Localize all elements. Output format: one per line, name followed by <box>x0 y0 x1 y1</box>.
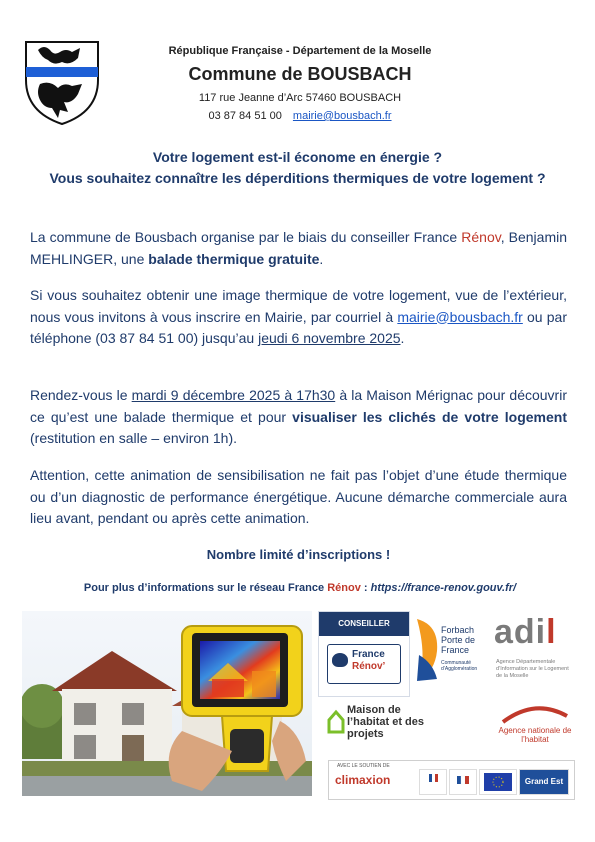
maison-text: Maison de l’habitat et des projets <box>347 704 425 740</box>
p1-renov: Rénov <box>461 229 501 245</box>
maison-habitat-projets-logo <box>325 700 440 745</box>
adil-subtitle: Agence Départementale d’Information sur le Logement de la Moselle <box>496 659 569 679</box>
headline <box>40 147 555 189</box>
eu-flag-logo <box>479 769 517 795</box>
p2-text-c: . <box>400 330 405 346</box>
forbach-porte-de-france-logo <box>413 611 488 695</box>
headline-line-2: Vous souhaitez connaître les déperditions thermiques de votre logement ? <box>49 170 546 186</box>
info-text-b: : <box>360 582 371 594</box>
commune-address: 117 rue Jeanne d’Arc 57460 BOUSBACH <box>198 92 402 104</box>
p3-text-c: (restitution en salle – environ 1h). <box>30 430 237 446</box>
p1-text-b: , Benjamin MEHLINGER, une <box>30 229 567 267</box>
logo-france-text: France <box>352 649 385 660</box>
logo-renov-text: Rénov’ <box>352 661 386 672</box>
contact-line <box>150 110 450 122</box>
p2-text-a: Si vous souhaitez obtenir une image thermique de votre logement, vue de l’extérieur, nous vous invitons à vous inscrire en Mairie, par courriel à <box>30 287 567 325</box>
republic-department-line: République Française - Département de la Moselle <box>168 45 432 57</box>
house-icon <box>327 708 345 734</box>
climaxion-logo: climaxion <box>335 773 391 787</box>
commune-phone: 03 87 84 51 00 <box>208 110 282 122</box>
forbach-subtitle: Communauté d’Agglomération <box>441 660 478 672</box>
p1-text-a: La commune de Bousbach organise par le biais du conseiller France <box>30 229 462 245</box>
paragraph-disclaimer: Attention, cette animation de sensibilisation ne fait pas l’objet d’une étude thermique ou d’un diagnostic de performance énergétique. Aucune démarche commerciale aura lieu avant, pendant ou après cette animation. <box>30 467 567 526</box>
grand-est-logo: Grand Est <box>519 769 569 795</box>
adil-logo <box>494 611 574 695</box>
p1-bold: balade thermique gratuite <box>148 250 320 267</box>
info-url[interactable]: https://france-renov.gouv.fr/ <box>370 582 517 594</box>
forbach-title: Forbach Porte de France <box>441 625 476 655</box>
paragraph-registration <box>30 285 567 350</box>
republique-francaise-logo <box>449 769 477 795</box>
commune-title: Commune de BOUSBACH <box>188 64 412 84</box>
paragraph-organisation <box>30 227 567 270</box>
p2-deadline: jeudi 6 novembre 2025 <box>258 330 401 346</box>
p3-bold: visualiser les clichés de votre logement <box>292 408 567 425</box>
partners-strip <box>328 760 575 800</box>
anah-text: Agence nationale de l’habitat <box>498 726 572 744</box>
forbach-shape-icon <box>413 615 443 685</box>
p3-date: mardi 9 décembre 2025 à 17h30 <box>131 387 336 403</box>
p2-email-link[interactable]: mairie@bousbach.fr <box>397 308 523 325</box>
headline-line-1: Votre logement est-il économe en énergie ? <box>152 149 443 165</box>
conseiller-label: CONSEILLER <box>319 612 409 636</box>
anah-swoosh-icon <box>495 702 575 726</box>
paragraph-rendezvous <box>30 385 567 450</box>
info-line <box>20 582 580 594</box>
p2-text-b: ou par téléphone (03 87 84 51 00) jusqu’au <box>30 308 567 346</box>
info-text-a: Pour plus d’informations sur le réseau France <box>83 582 328 594</box>
support-label: AVEC LE SOUTIEN DE <box>337 763 390 769</box>
bousbach-coat-of-arms <box>24 40 100 126</box>
info-renov: Rénov <box>327 582 361 594</box>
anah-logo <box>495 702 575 752</box>
p3-text-a: Rendez-vous le <box>30 387 132 403</box>
limited-registrations-note: Nombre limité d’inscriptions ! <box>206 547 391 562</box>
p1-text-c: . <box>319 250 324 267</box>
conseiller-france-renov-logo <box>318 611 410 697</box>
p3-text-b: à la Maison Mérignac pour découvrir ce qu’est une balade thermique et pour <box>30 387 567 425</box>
prefecture-logo <box>419 769 447 795</box>
marianne-icon <box>332 653 348 667</box>
adil-wordmark: adil <box>494 613 557 651</box>
thermal-camera-photo <box>22 611 312 796</box>
commune-email-link[interactable]: mairie@bousbach.fr <box>292 110 392 122</box>
